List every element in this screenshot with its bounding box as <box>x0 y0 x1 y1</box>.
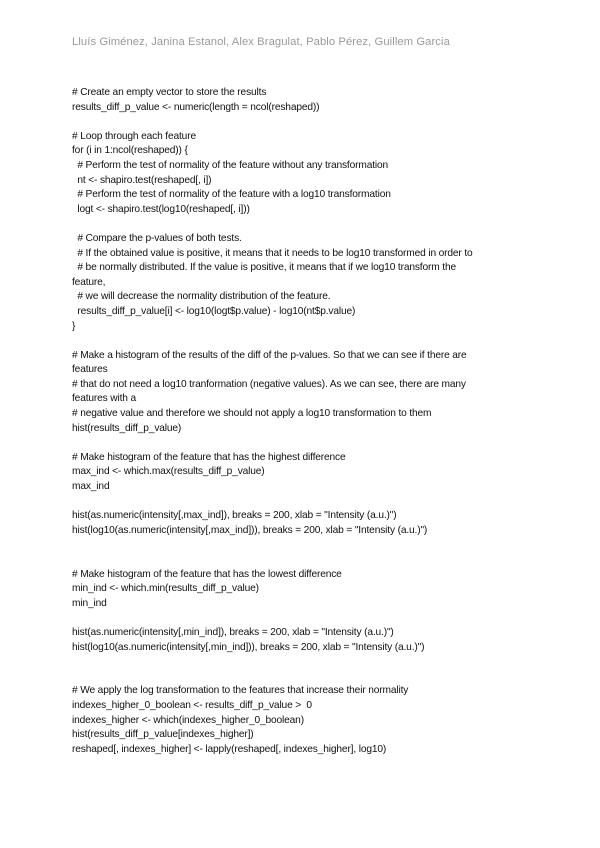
blank-line <box>72 611 542 626</box>
code-line: # If the obtained value is positive, it means that it needs to be log10 transformed in order to <box>72 247 473 259</box>
blank-line <box>72 655 542 670</box>
blank-line <box>72 495 542 510</box>
code-line: # Make histogram of the feature that has the lowest difference <box>72 568 342 580</box>
code-line: hist(log10(as.numeric(intensity[,max_ind])), breaks = 200, xlab = "Intensity (a.u.)") <box>72 524 428 536</box>
blank-line <box>72 217 542 232</box>
code-line: # We apply the log transformation to the features that increase their normality <box>72 685 409 697</box>
code-line: min_ind <box>72 597 107 609</box>
code-line: # Perform the test of normality of the feature with a log10 transformation <box>72 189 391 201</box>
blank-line <box>72 334 542 349</box>
code-line: # negative value and therefore we should not apply a log10 transformation to them <box>72 408 432 420</box>
code-line: hist(results_diff_p_value[indexes_higher]) <box>72 729 254 741</box>
code-line: max_ind <- which.max(results_diff_p_value) <box>72 466 265 478</box>
code-line: } <box>72 320 76 332</box>
code-line: logt <- shapiro.test(log10(reshaped[, i])) <box>72 203 250 215</box>
page-header-authors: Lluís Giménez, Janina Estanol, Alex Bragulat, Pablo Pérez, Guillem Garcia <box>72 36 450 48</box>
code-line: reshaped[, indexes_higher] <- lapply(reshaped[, indexes_higher], log10) <box>72 743 387 755</box>
code-line: results_diff_p_value[i] <- log10(logt$p.value) - log10(nt$p.value) <box>72 305 356 317</box>
code-line: # Perform the test of normality of the feature without any transformation <box>72 159 389 171</box>
code-line: hist(log10(as.numeric(intensity[,min_ind])), breaks = 200, xlab = "Intensity (a.u.)") <box>72 641 425 653</box>
code-line: min_ind <- which.min(results_diff_p_value) <box>72 583 259 595</box>
code-line: # Make a histogram of the results of the diff of the p-values. So that we can see if there are <box>72 349 467 361</box>
blank-line <box>72 538 542 553</box>
code-line: # Make histogram of the feature that has the highest difference <box>72 451 346 463</box>
blank-line <box>72 670 542 685</box>
code-line: # be normally distributed. If the value is positive, it means that if we log10 transform the <box>72 262 456 274</box>
code-line: hist(as.numeric(intensity[,max_ind]), breaks = 200, xlab = "Intensity (a.u.)") <box>72 510 397 522</box>
code-line: max_ind <box>72 481 110 493</box>
code-line: # Loop through each feature <box>72 130 196 142</box>
code-line: indexes_higher_0_boolean <- results_diff_p_value > 0 <box>72 699 312 711</box>
code-line: # Create an empty vector to store the results <box>72 87 267 98</box>
code-line: features with a <box>72 393 137 405</box>
code-line: feature, <box>72 276 106 288</box>
code-line: hist(as.numeric(intensity[,min_ind]), breaks = 200, xlab = "Intensity (a.u.)") <box>72 626 394 638</box>
code-line: features <box>72 364 108 376</box>
code-line: for (i in 1:ncol(reshaped)) { <box>72 145 188 157</box>
code-line: indexes_higher <- which(indexes_higher_0_boolean) <box>72 714 304 726</box>
blank-line <box>72 553 542 568</box>
code-line: # we will decrease the normality distribution of the feature. <box>72 291 331 303</box>
code-line: # Compare the p-values of both tests. <box>72 232 242 244</box>
code-line: results_diff_p_value <- numeric(length = ncol(reshaped)) <box>72 101 320 113</box>
code-line: # that do not need a log10 tranformation (negative values). As we can see, there are many <box>72 378 466 390</box>
blank-line <box>72 436 542 451</box>
code-line: hist(results_diff_p_value) <box>72 422 182 434</box>
blank-line <box>72 115 542 130</box>
code-block <box>72 86 542 757</box>
code-line: nt <- shapiro.test(reshaped[, i]) <box>72 174 212 186</box>
